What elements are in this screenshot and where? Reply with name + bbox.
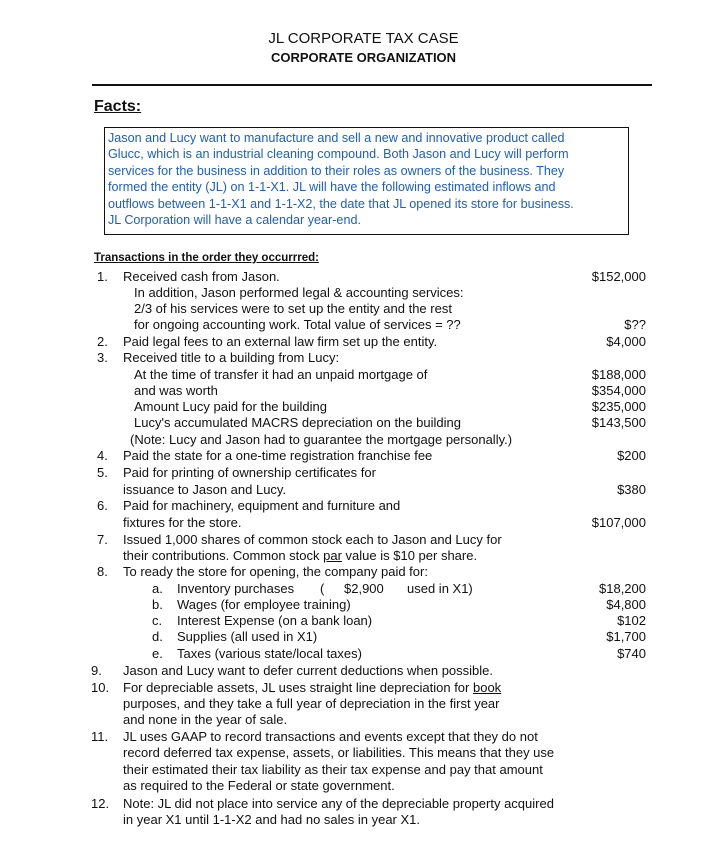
facts-line: JL Corporation will have a calendar year-end. — [108, 213, 361, 228]
transaction-1-detail: 2/3 of his services were to set up the entity and the rest — [134, 301, 452, 316]
sub-item-text: Taxes (various state/local taxes) — [177, 646, 362, 661]
transaction-10-text: purposes, and they take a full year of depreciation in the first year — [123, 696, 500, 711]
transaction-3-paid-amount: $235,000 — [591, 399, 646, 414]
transaction-3-mortgage-amount: $188,000 — [591, 367, 646, 382]
sub-item-amount: $4,800 — [606, 597, 646, 612]
facts-line: Jason and Lucy want to manufacture and sell a new and innovative product called — [108, 131, 565, 145]
transaction-5-text: issuance to Jason and Lucy. — [123, 482, 287, 497]
transaction-12-text: in year X1 until 1-1-X2 and had no sales in year X1. — [123, 812, 421, 827]
item-number: 6. — [97, 498, 108, 513]
transaction-6-amount: $107,000 — [591, 515, 646, 530]
item-number: 1. — [97, 269, 108, 284]
transaction-11-text: record deferred tax expense, assets, or liabilities. This means that they use — [123, 745, 555, 760]
item-number: 10. — [91, 680, 110, 695]
sub-item-text: Supplies (all used in X1) — [177, 629, 318, 644]
transaction-1-text: Received cash from Jason. — [123, 269, 280, 284]
transaction-2-text: Paid legal fees to an external law firm set up the entity. — [123, 334, 438, 349]
transactions-heading: Transactions in the order they occurrred: — [94, 252, 319, 264]
sub-item-letter: e. — [152, 646, 163, 661]
transaction-3-note: (Note: Lucy and Jason had to guarantee the mortgage personally.) — [130, 432, 513, 447]
transaction-2-amount: $4,000 — [606, 334, 646, 349]
sub-item-letter: d. — [152, 629, 163, 644]
transaction-7-text: Issued 1,000 shares of common stock each to Jason and Lucy for — [123, 532, 502, 547]
sub-item-paren: ( — [320, 581, 325, 596]
item-number: 9. — [91, 663, 102, 678]
facts-line: services for the business in addition to their roles as owners of the business. They — [108, 163, 565, 178]
par-term: par — [323, 548, 342, 563]
sub-item-amount: $1,700 — [606, 629, 646, 644]
item-number: 3. — [97, 350, 108, 365]
document-subtitle: CORPORATE ORGANIZATION — [270, 50, 457, 65]
sub-item-text: Wages (for employee training) — [177, 597, 351, 612]
item-number: 4. — [97, 448, 108, 463]
transaction-9-text: Jason and Lucy want to defer current deductions when possible. — [123, 663, 494, 678]
header-divider — [92, 84, 652, 86]
transaction-4-text: Paid the state for a one-time registration franchise fee — [123, 448, 433, 463]
transaction-1-amount: $152,000 — [591, 269, 646, 284]
transaction-10-text: and none in the year of sale. — [123, 712, 288, 727]
facts-line: Glucc, which is an industrial cleaning compound. Both Jason and Lucy will perform — [108, 147, 569, 162]
transaction-3-detail: Amount Lucy paid for the building — [134, 399, 327, 414]
transaction-10-text-pre: For depreciable assets, JL uses straight line depreciation for — [123, 680, 473, 695]
transaction-1-services-amount: $?? — [624, 317, 646, 332]
transaction-6-text: fixtures for the store. — [123, 515, 242, 530]
sub-item-amount: $18,200 — [599, 581, 646, 596]
item-number: 5. — [97, 465, 108, 480]
transaction-4-amount: $200 — [617, 448, 646, 463]
item-number: 11. — [91, 729, 109, 744]
sub-item-amount: $740 — [617, 646, 646, 661]
item-number: 7. — [97, 532, 108, 547]
item-number: 8. — [97, 564, 108, 579]
sub-item-letter: b. — [152, 597, 163, 612]
transaction-11-text: their estimated their tax liability as their tax expense and pay that amount — [123, 762, 543, 777]
item-number: 2. — [97, 334, 108, 349]
transaction-7-text-pre: their contributions. Common stock — [123, 548, 324, 563]
transaction-7-text — [123, 548, 477, 563]
item-number: 12. — [91, 796, 110, 811]
transaction-3-depreciation-amount: $143,500 — [591, 415, 646, 430]
transaction-6-text: Paid for machinery, equipment and furniture and — [123, 498, 401, 513]
transaction-5-text: Paid for printing of ownership certificates for — [123, 465, 376, 480]
sub-item-amount: $102 — [617, 613, 646, 628]
sub-item-used-amount: $2,900 — [344, 581, 384, 596]
transaction-11-text: JL uses GAAP to record transactions and events except that they do not — [123, 729, 538, 744]
facts-line: outflows between 1-1-X1 and 1-1-X2, the date that JL opened its store for business. — [108, 196, 574, 211]
transaction-8-text: To ready the store for opening, the company paid for: — [123, 564, 428, 579]
transaction-3-worth-amount: $354,000 — [591, 383, 646, 398]
transaction-3-detail: Lucy's accumulated MACRS depreciation on the building — [134, 415, 461, 430]
sub-item-text: Interest Expense (on a bank loan) — [177, 613, 373, 628]
book-term: book — [472, 680, 502, 695]
document-title: JL CORPORATE TAX CASE — [268, 30, 459, 47]
transaction-11-text: as required to the Federal or state government. — [123, 778, 395, 793]
facts-line: formed the entity (JL) on 1-1-X1. JL will have the following estimated inflows and — [108, 180, 556, 195]
transaction-5-amount: $380 — [617, 482, 646, 497]
sub-item-suffix: used in X1) — [407, 581, 473, 596]
sub-item-text: Inventory purchases — [177, 581, 295, 596]
transaction-3-detail: and was worth — [134, 383, 218, 398]
sub-item-letter: c. — [152, 613, 163, 628]
transaction-7-text-post: value is $10 per share. — [341, 548, 478, 563]
facts-box — [104, 127, 629, 235]
transaction-1-detail: for ongoing accounting work. Total value of services = ?? — [134, 317, 461, 332]
transaction-10-text — [123, 680, 501, 695]
transaction-3-detail: At the time of transfer it had an unpaid mortgage of — [134, 367, 428, 382]
transaction-3-text: Received title to a building from Lucy: — [123, 350, 340, 365]
sub-item-letter: a. — [152, 581, 163, 596]
facts-heading: Facts: — [94, 98, 142, 115]
transaction-12-text: Note: JL did not place into service any of the depreciable property acquired — [123, 796, 554, 811]
transaction-1-detail: In addition, Jason performed legal & accounting services: — [134, 285, 464, 300]
